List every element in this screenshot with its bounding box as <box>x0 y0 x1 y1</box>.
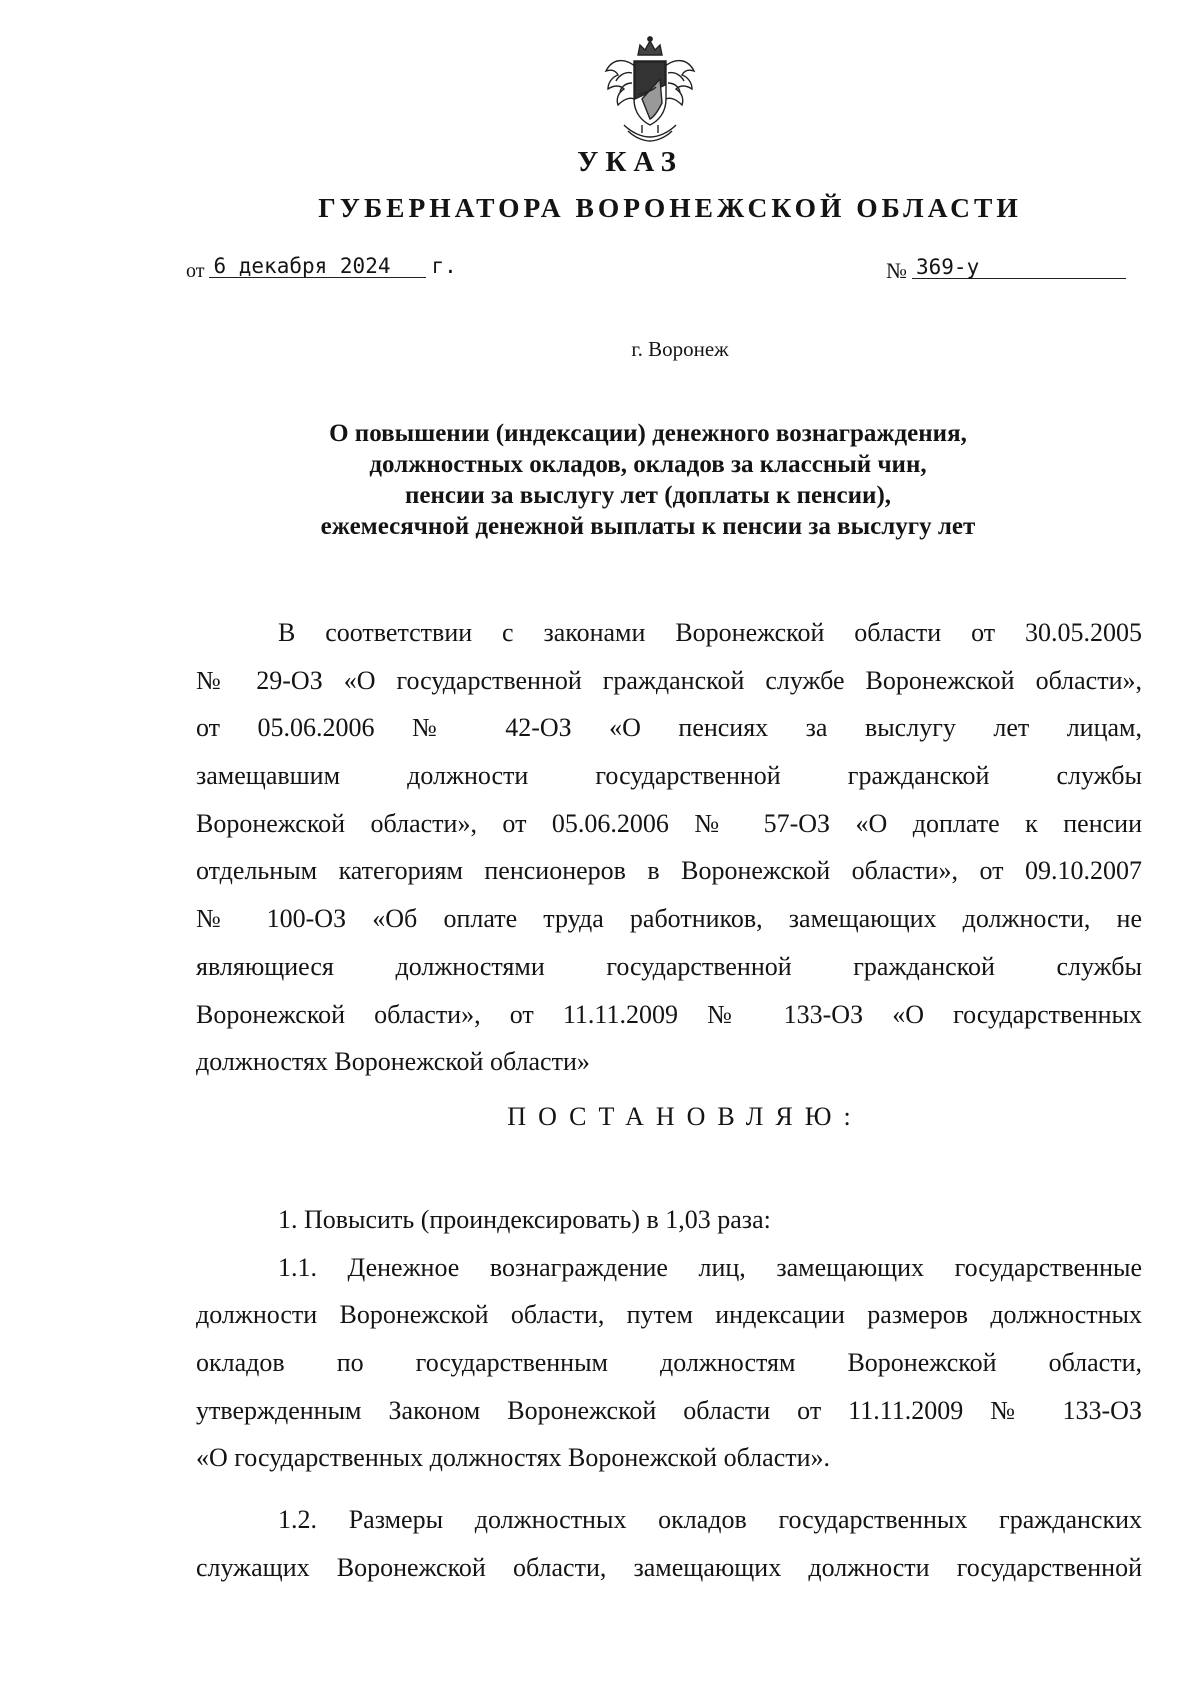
preamble-line: № 100-ОЗ «Об оплате труда работников, замещающих должности, не <box>196 904 1142 934</box>
preamble-line: отдельным категориям пенсионеров в Воронежской области», от 09.10.2007 <box>196 856 1142 886</box>
document-date <box>186 254 457 283</box>
decree-items <box>196 1196 1142 1592</box>
coat-of-arms-icon <box>602 33 698 143</box>
document-type-title: УКАЗ <box>577 146 683 178</box>
preamble-line: от 05.06.2006 № 42-ОЗ «О пенсиях за выслугу лет лицам, <box>196 713 1142 743</box>
city-line: г. Воронеж <box>631 337 729 361</box>
item-1-1-line: окладов по государственным должностям Воронежской области, <box>196 1348 1142 1378</box>
paragraph-spacer <box>196 1482 1142 1496</box>
number-prefix: № <box>886 258 907 283</box>
preamble-line: должностях Воронежской области» <box>196 1047 590 1077</box>
date-suffix: г. <box>431 254 457 278</box>
document-subject <box>196 418 1100 542</box>
item-1-1-line: «О государственных должностях Воронежской области». <box>196 1443 831 1473</box>
subject-line: пенсии за выслугу лет (доплаты к пенсии), <box>404 482 892 509</box>
preamble-line: Воронежской области», от 11.11.2009 № 133-ОЗ «О государственных <box>196 999 1142 1029</box>
item-1-1-line: утвержденным Законом Воронежской области от 11.11.2009 № 133-ОЗ <box>196 1395 1142 1425</box>
subject-line: должностных окладов, окладов за классный чин, <box>369 451 927 478</box>
date-prefix: от <box>186 260 205 282</box>
item-1-1-line: 1.1. Денежное вознаграждение лиц, замещающих государственные <box>278 1252 1142 1282</box>
preamble-line: № 29-ОЗ «О государственной гражданской службе Воронежской области», <box>196 665 1142 695</box>
preamble-paragraph <box>196 609 1142 1086</box>
number-value: 369-у <box>912 256 1126 279</box>
preamble-line: замещавшим должности государственной гражданской службы <box>196 761 1142 791</box>
preamble-line: В соответствии с законами Воронежской области от 30.05.2005 <box>278 618 1142 647</box>
document-number <box>886 255 1126 284</box>
decree-word: ПОСТАНОВЛЯЮ: <box>507 1102 863 1131</box>
subject-line: ежемесячной денежной выплаты к пенсии за выслугу лет <box>320 513 976 540</box>
date-value: 6 декабря 2024 <box>209 255 426 278</box>
preamble-line: Воронежской области», от 05.06.2006 № 57-ОЗ «О доплате к пенсии <box>196 808 1142 838</box>
issuer-title: ГУБЕРНАТОРА ВОРОНЕЖСКОЙ ОБЛАСТИ <box>318 192 1022 223</box>
item-1-1-line: должности Воронежской области, путем индексации размеров должностных <box>196 1300 1142 1330</box>
preamble-line: являющиеся должностями государственной гражданской службы <box>196 951 1142 981</box>
subject-line: О повышении (индексации) денежного вознаграждения, <box>329 420 967 447</box>
item-1-2-line: 1.2. Размеры должностных окладов государственных гражданских <box>278 1505 1142 1535</box>
item-1-2-line: служащих Воронежской области, замещающих должности государственной <box>196 1552 1142 1582</box>
item-1: 1. Повысить (проиндексировать) в 1,03 раза: <box>278 1205 771 1234</box>
